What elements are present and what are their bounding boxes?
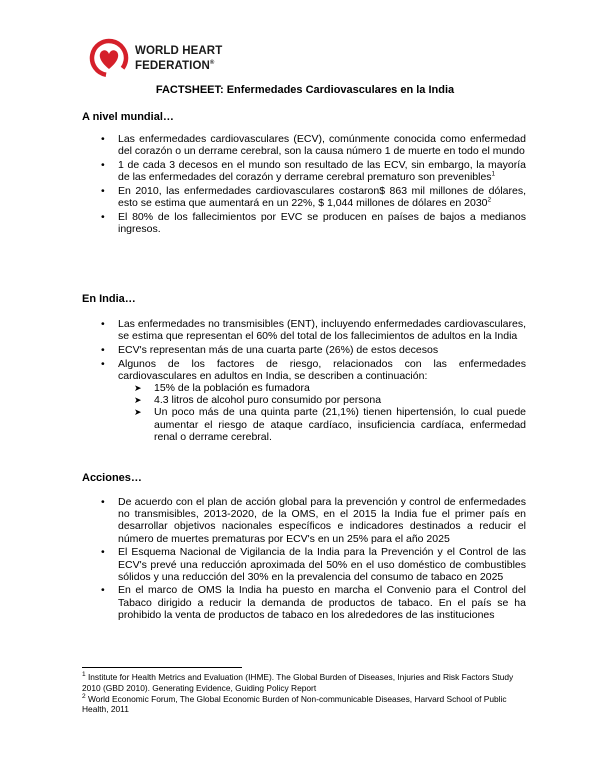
sub-list-item: ➤ Un poco más de una quinta parte (21,1%) tienen hipertensión, lo cual puede aumentar el riesgo de ataque cardíaco, insuficiencia cardíaca, enfermedad renal o derrame cerebral. — [134, 406, 526, 443]
logo-line-2: FEDERATION — [135, 59, 210, 72]
list-item: • En el marco de OMS la India ha puesto en marcha el Convenio para el Control del Tabaco dirigido a reducir la demanda de productos de tabaco. En el país se ha prohibido la venta de productos de tabaco en los alrededores de las instituciones — [0, 584, 526, 621]
section-heading-india: En India… — [82, 293, 136, 305]
india-facts-list — [0, 318, 610, 445]
global-facts-list — [0, 133, 610, 237]
list-item: • En 2010, las enfermedades cardiovasculares costaron$ 863 mil millones de dólares, esto se estima que aumentará en un 22%, $ 1,044 millones de dólares en 2030$^2$ — [0, 185, 526, 209]
sub-list-item: ➤ 4.3 litros de alcohol puro consumido por persona — [134, 394, 382, 407]
logo-line-1: WORLD HEART — [135, 44, 223, 57]
arrow-bullet-icon: ➤ — [134, 407, 142, 418]
list-item: • De acuerdo con el plan de acción global para la prevención y control de enfermedades no transmisibles, 2013-2020, de la OMS, en el 2015 la India fue el primer país en desarrollar objetivos nacionales específicos e indicadores destinados a reducir el número de muertes prematuras por ECV's en un 25% para el año 2025 — [0, 496, 526, 545]
section-heading-global: A nivel mundial… — [82, 111, 174, 123]
sub-list-item: ➤ 15% de la población es fumadora — [134, 382, 310, 395]
footnote-1: $^1$ Institute for Health Metrics and Evaluation (IHME). The Global Burden of Diseases, Injuries and Risk Factors Study 2010 (GBD 2010). Generating Evidence, Guiding Policy Report — [82, 671, 514, 693]
arrow-bullet-icon: ➤ — [134, 395, 142, 406]
actions-list — [0, 496, 610, 623]
footnote-2: $^2$ World Economic Forum, The Global Economic Burden of Non-communicable Diseases, Harvard School of Public Health, 2011 — [82, 692, 507, 715]
logo-wordmark — [135, 45, 222, 72]
footnote-ref: 1 — [491, 170, 496, 178]
footnotes — [82, 672, 522, 715]
page-title: FACTSHEET: Enfermedades Cardiovasculares en la India — [155, 84, 455, 96]
list-item: • Las enfermedades cardiovasculares (ECV), comúnmente conocida como enfermedad del corazón o un derrame cerebral, son la causa número 1 de muerte en todo el mundo — [0, 133, 526, 157]
footnote-separator — [82, 667, 242, 668]
list-item: • El 80% de los fallecimientos por EVC se producen en países de bajos a medianos ingresos. — [0, 211, 526, 235]
list-item: • Algunos de los factores de riesgo, relacionados con las enfermedades cardiovasculares en adultos en India, se describen a continuación: ➤ 15% de la población es fumadora ➤ 4.3 litros de alcohol puro consumido por persona ➤ Un poco más de una quinta parte (21,1%) tienen hipertensión, lo cual puede aumentar el riesgo de ataque cardíaco, insuficiencia cardíaca, enfermedad renal o derrame cerebral. — [0, 358, 526, 443]
list-item: • El Esquema Nacional de Vigilancia de la India para la Prevención y el Control de las ECV's prevé una reducción aproximada del 50% en el uso doméstico de combustibles sólidos y una reducción del 30% en la prevalencia del consumo de tabaco en 2025 — [0, 546, 526, 583]
footnote-ref: 2 — [487, 196, 492, 204]
world-heart-federation-logo — [89, 33, 222, 83]
risk-factors-sublist — [118, 382, 526, 443]
list-item: • ECV's representan más de una cuarta parte (26%) de estos decesos — [0, 344, 526, 356]
list-item: • 1 de cada 3 decesos en el mundo son resultado de las ECV, sin embargo, la mayoría de las enfermedades del corazón y derrame cerebral prematuro son prevenibles$^1$ — [0, 159, 526, 183]
arrow-bullet-icon: ➤ — [134, 383, 142, 394]
heart-logo-icon — [89, 38, 129, 78]
list-item: • Las enfermedades no transmisibles (ENT), incluyendo enfermedades cardiovasculares, se estima que representan el 60% del total de los fallecimientos de adultos en la India — [0, 318, 526, 342]
section-heading-actions: Acciones… — [82, 472, 142, 484]
registered-mark: ® — [209, 59, 215, 66]
